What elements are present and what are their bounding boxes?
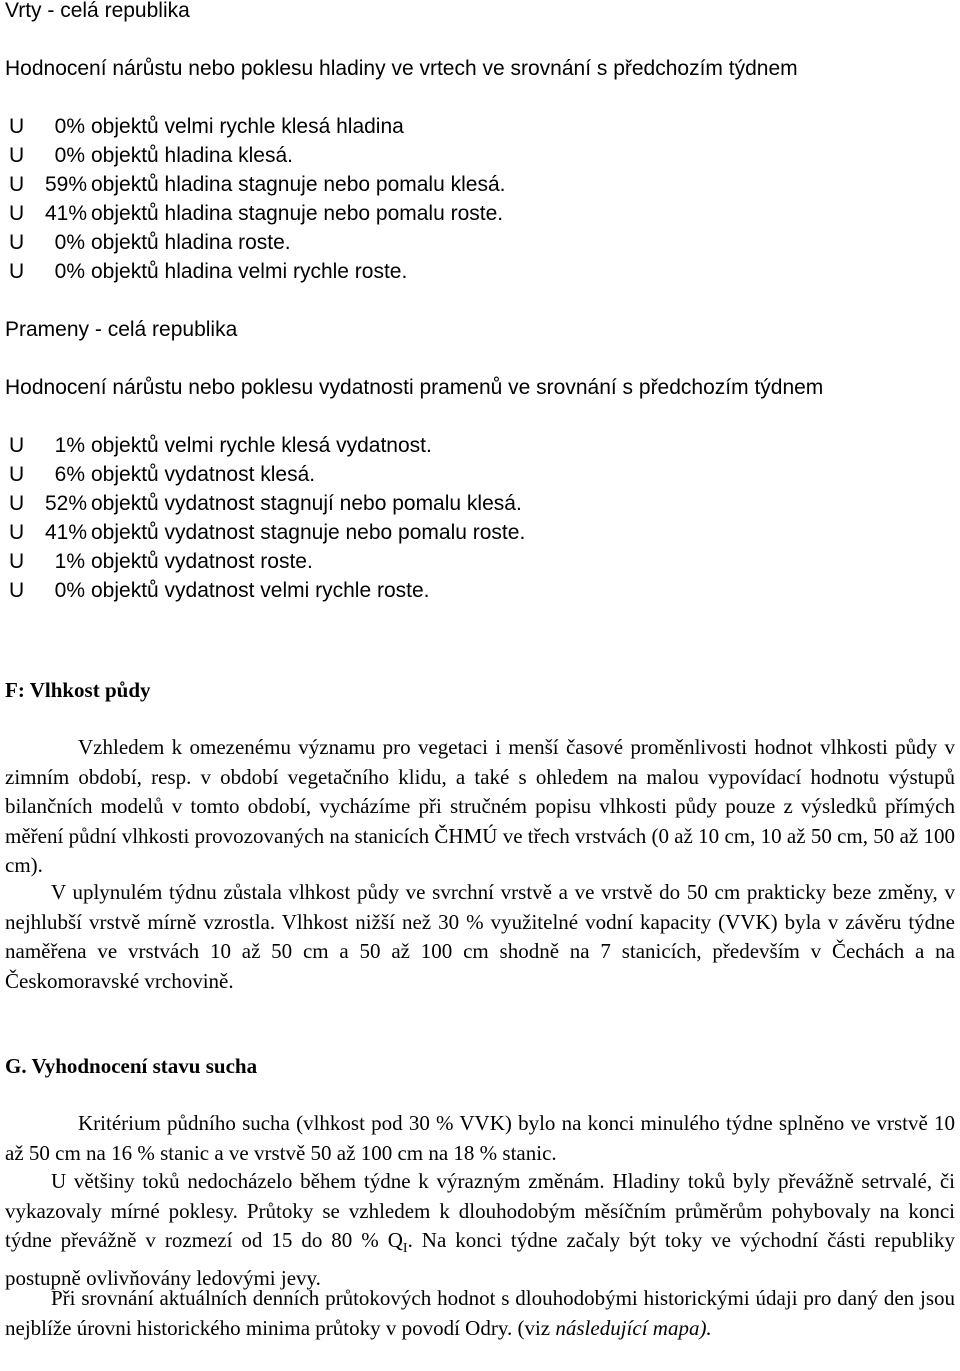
bullet-icon: U (9, 463, 25, 486)
drought-heading: G. Vyhodnocení stavu sucha (5, 1054, 258, 1078)
list-item: U 6% objektů vydatnost klesá. (9, 463, 316, 486)
drought-paragraph-1: Kritérium půdního sucha (vlhkost pod 30 % VVK) bylo na konci minulého týdne splněno ve vrstvě 10 až 50 cm na 16 % stanic a ve vrstvě 50 až 100 cm na 18 % stanic. (5, 1111, 955, 1165)
wells-title: Vrty - celá republika (5, 0, 190, 22)
soil-heading: F: Vlhkost půdy (5, 678, 151, 702)
bullet-icon: U (9, 434, 25, 457)
bullet-icon: U (9, 492, 25, 515)
list-item: U 52% objektů vydatnost stagnují nebo pomalu klesá. (9, 492, 522, 515)
soil-paragraph-1: Vzhledem k omezenému významu pro vegetaci i menší časové proměnlivosti hodnot vlhkosti půdy v zimním období, resp. v období vegetačního klidu, a také s ohledem na malou vypovídací hodnotu výstupů bilančních modelů v tomto období, vycházíme při stručném popisu vlhkosti půdy pouze z výsledků přímých měření půdní vlhkosti provozovaných na stanicích ČHMÚ ve třech vrstvách (0 až 10 cm, 10 až 50 cm, 50 až 100 cm). (5, 735, 955, 877)
bullet-icon: U (9, 260, 25, 283)
bullet-icon: U (9, 115, 25, 138)
bullet-icon: U (9, 550, 25, 573)
list-item: U 0% objektů hladina roste. (9, 231, 291, 254)
springs-subtitle: Hodnocení nárůstu nebo poklesu vydatnosti pramenů ve srovnání s předchozím týdnem (5, 376, 824, 399)
list-item: U 41% objektů hladina stagnuje nebo pomalu roste. (9, 202, 504, 225)
bullet-icon: U (9, 579, 25, 602)
springs-title: Prameny - celá republika (5, 318, 238, 341)
bullet-icon: U (9, 231, 25, 254)
list-item: U 1% objektů vydatnost roste. (9, 550, 313, 573)
bullet-icon: U (9, 521, 25, 544)
bullet-icon: U (9, 202, 25, 225)
bullet-icon: U (9, 144, 25, 167)
list-item: U 0% objektů hladina velmi rychle roste. (9, 260, 408, 283)
list-item: U 0% objektů velmi rychle klesá hladina (9, 115, 404, 138)
list-item: U 0% objektů vydatnost velmi rychle roste. (9, 579, 430, 602)
list-item: U 1% objektů velmi rychle klesá vydatnost. (9, 434, 432, 457)
bullet-icon: U (9, 173, 25, 196)
drought-paragraph-3: Při srovnání aktuálních denních průtokových hodnot s dlouhodobými historickými údaji pro daný den jsou nejblíže úrovni historického minima průtoky v povodí Odry. (viz následující mapa). (5, 1286, 955, 1340)
list-item: U 59% objektů hladina stagnuje nebo pomalu klesá. (9, 173, 506, 196)
wells-subtitle: Hodnocení nárůstu nebo poklesu hladiny ve vrtech ve srovnání s předchozím týdnem (5, 57, 798, 80)
list-item: U 0% objektů hladina klesá. (9, 144, 293, 167)
list-item: U 41% objektů vydatnost stagnuje nebo pomalu roste. (9, 521, 526, 544)
map-reference: následující mapa). (555, 1315, 712, 1340)
drought-paragraph-2: U většiny toků nedocházelo během týdne k výrazným změnám. Hladiny toků byly převážně setrvalé, či vykazovaly mírné poklesy. Průtoky se vzhledem k dlouhodobým měsíčním průměrům pohybovaly na konci týdne převážně v rozmezí od 15 do 80 % $Q_I$. Na konci týdne začaly být toky ve východní části republiky postupně ovlivňovány ledovými jevy. (5, 1169, 955, 1290)
soil-paragraph-2: V uplynulém týdnu zůstala vlhkost půdy ve svrchní vrstvě a ve vrstvě do 50 cm prakticky beze změny, v nejhlubší vrstvě mírně vzrostla. Vlhkost nižší než 30 % využitelné vodní kapacity (VVK) byla v závěru týdne naměřena ve vrstvách 10 až 50 cm a 50 až 100 cm shodně na 7 stanicích, především v Čechách a na Českomoravské vrchovině. (5, 880, 955, 993)
